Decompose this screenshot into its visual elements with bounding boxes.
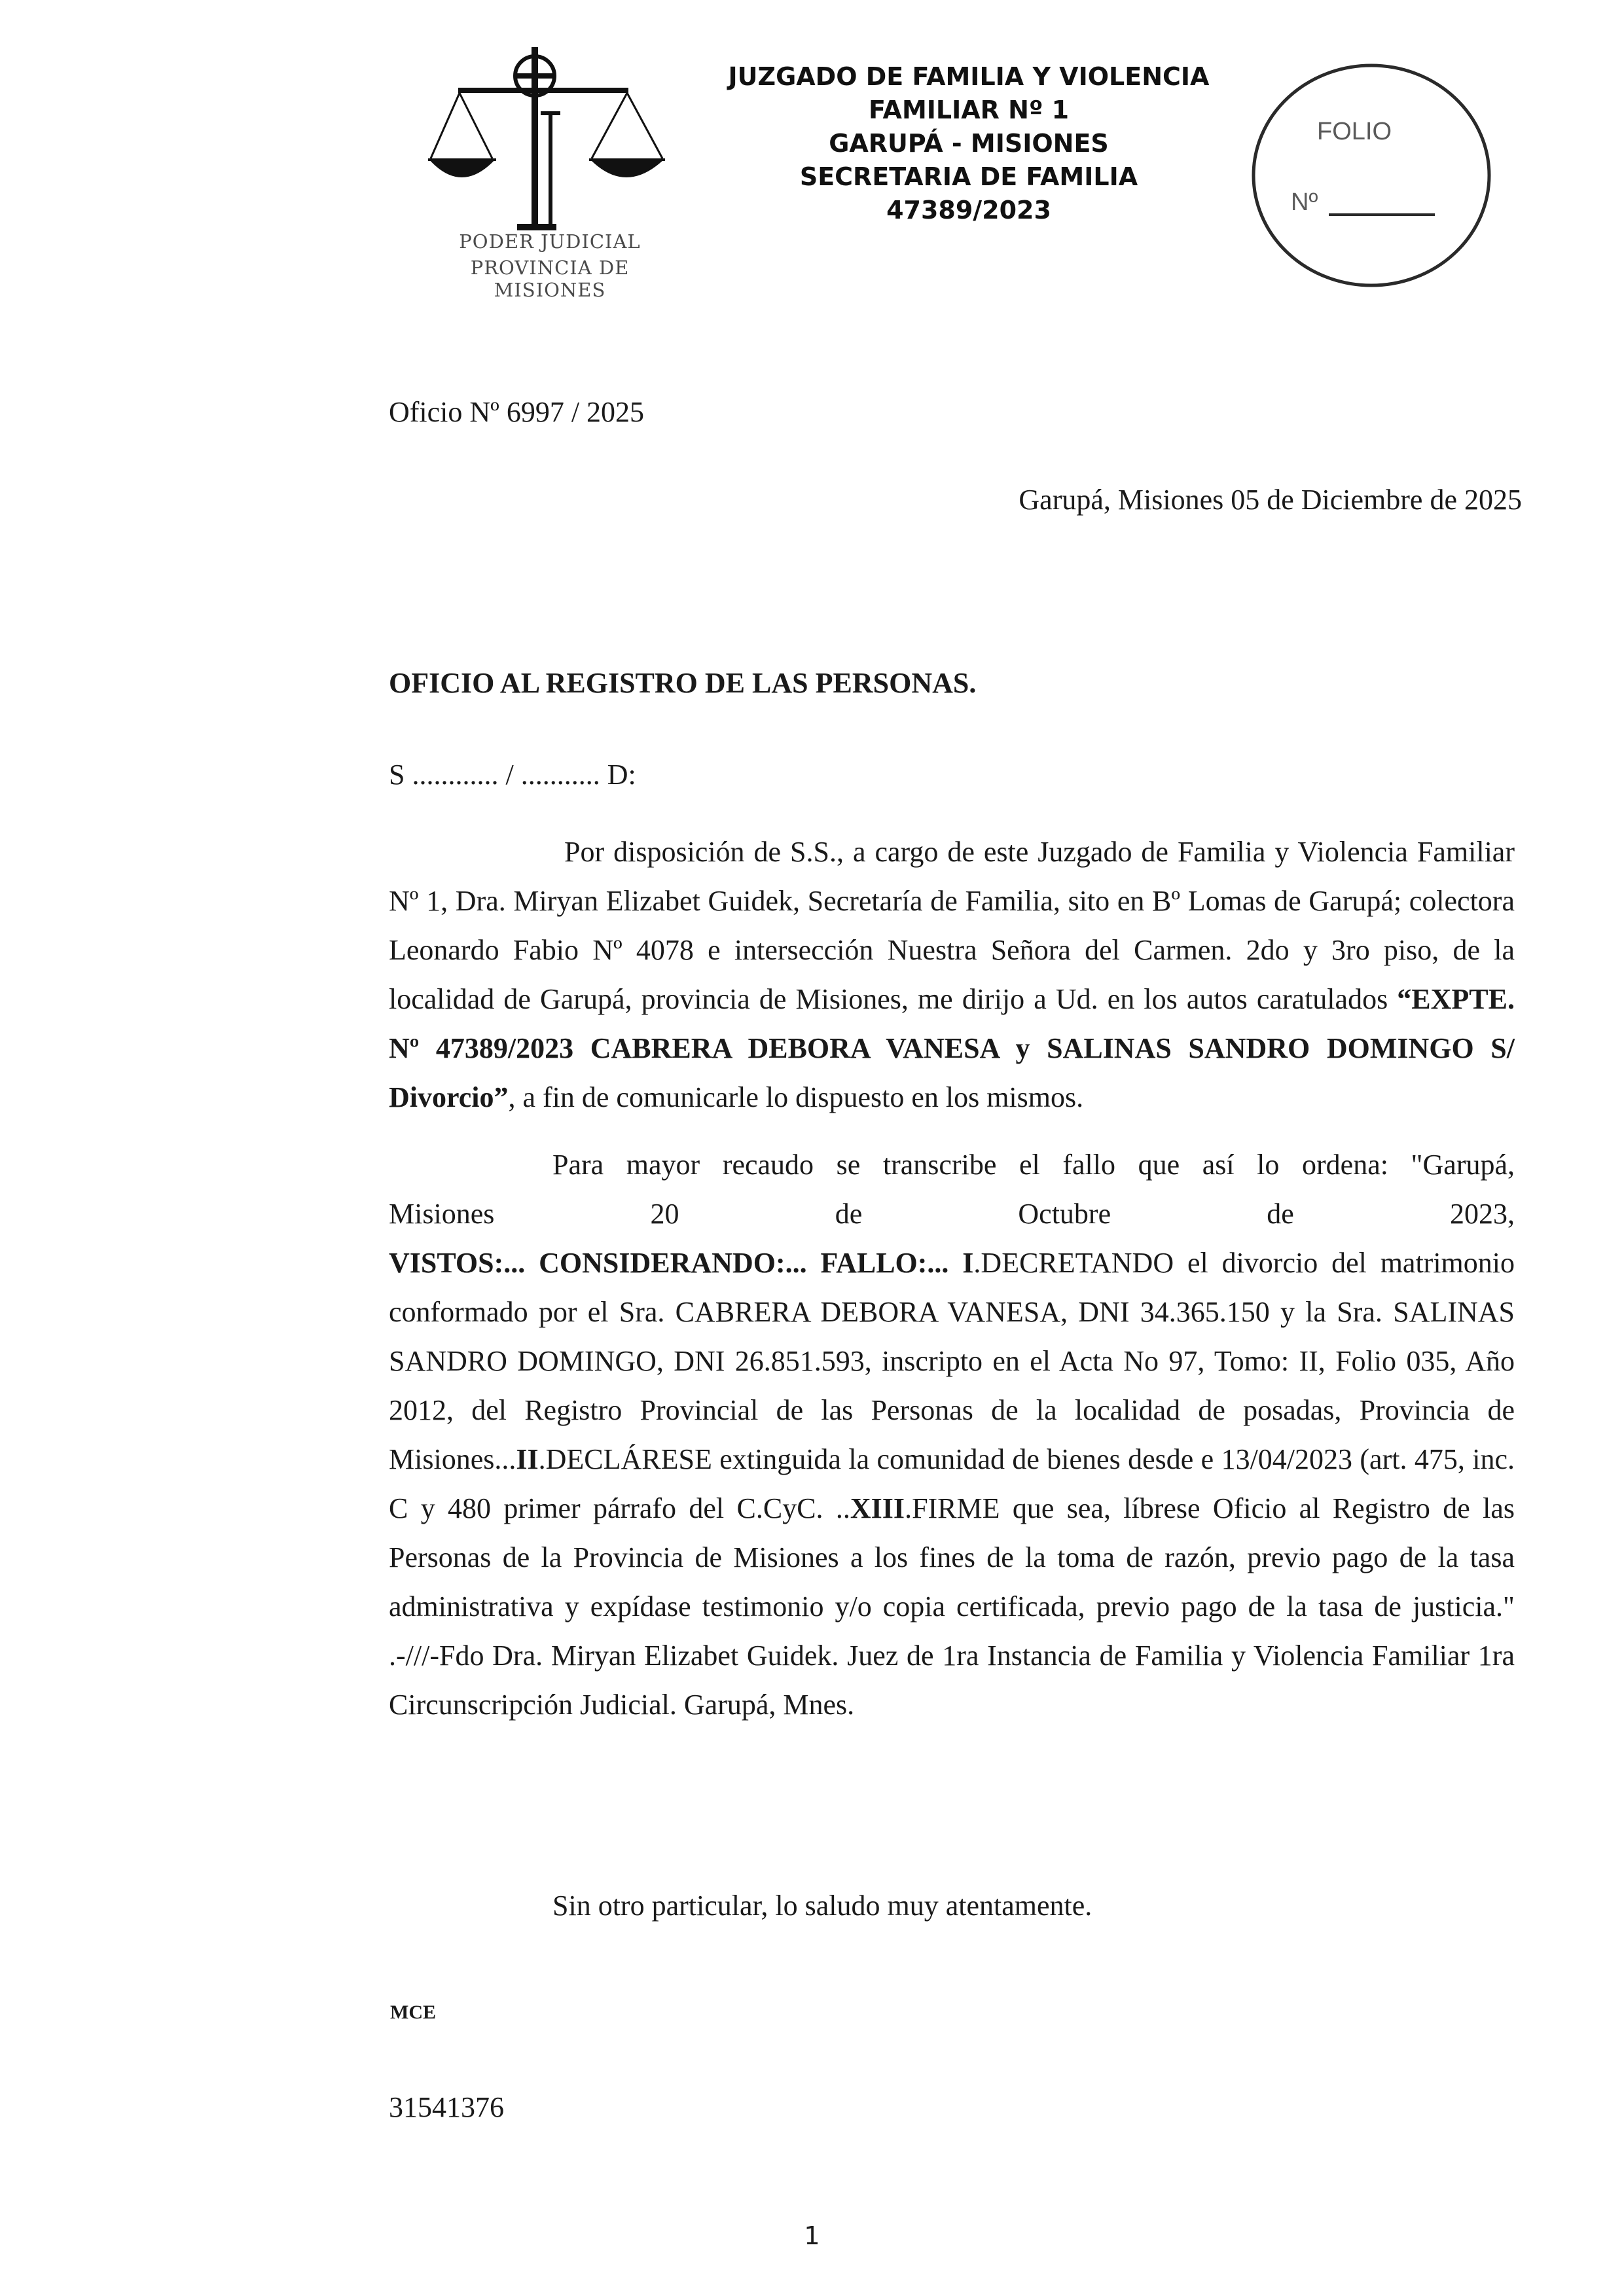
ruling-roman-ii: II [516,1443,539,1475]
ruling-part1: .DECRETANDO el divorcio del matrimonio conformado por el Sra. CABRERA DEBORA VANESA, DNI 34.365.150 y la Sra. SALINAS SANDRO DOMINGO, DNI 26.851.593, inscripto en el Acta No 97, Tomo: II, Folio 035, Año 2012, del Registro Provincial de las Personas de la localidad de posadas, Provincia de Misiones... [389,1247,1515,1475]
court-line: GARUPÁ - MISIONES [829,129,1109,158]
court-line: JUZGADO DE FAMILIA Y VIOLENCIA [728,62,1210,91]
salutation: S ............ / ........... D: [389,759,636,791]
ruling-headings: VISTOS:... CONSIDERANDO:... FALLO:... I [389,1247,974,1279]
court-line: 47389/2023 [886,196,1051,224]
paragraph-intro [389,827,1515,1122]
page-number: 1 [804,2221,820,2250]
emblem-text-line2: PROVINCIA DE MISIONES [470,257,630,301]
folio-number-label: Nº [1291,188,1318,216]
folio-label: FOLIO [1317,118,1392,145]
document-title: OFICIO AL REGISTRO DE LAS PERSONAS. [389,667,977,699]
paragraph2-intro: Para mayor recaudo se transcribe el fallo que así lo ordena: "Garupá, [552,1149,1515,1181]
oficio-number: Oficio Nº 6997 / 2025 [389,396,645,428]
paragraph1-end: , a fin de comunicarle lo dispuesto en los mismos. [508,1081,1084,1113]
judicial-emblem [419,41,681,301]
paragraph2-date: Misiones 20 de Octubre de 2023, [389,1198,1515,1230]
court-line: FAMILIAR Nº 1 [868,96,1070,124]
paragraph-ruling [389,1140,1515,1729]
initials: MCE [390,2001,436,2023]
paragraph1-intro: Por disposición de S.S., a cargo de este Juzgado de Familia y Violencia Familiar Nº 1, Dra. Miryan Elizabet Guidek, Secretaría de Familia, sito en Bº Lomas de Garupá; colectora Leonardo Fabio Nº 4078 e intersección Nuestra Señora del Carmen. 2do y 3ro piso, de la localidad de Garupá, provincia de Misiones, me dirijo a Ud. en los autos caratulados [389,836,1515,1015]
body-text [389,827,1515,1729]
court-header [707,60,1231,227]
ruling-part3: .FIRME que sea, líbrese Oficio al Registro de las Personas de la Provincia de Misiones a los fines de la toma de razón, previo pago de la tasa administrativa y expídase testimonio y/o copia certificada, previo pago de la tasa de justicia." .-///-Fdo Dra. Miryan Elizabet Guidek. Juez de 1ra Instancia de Familia y Violencia Familiar 1ra Circunscripción Judicial. Garupá, Mnes. [389,1492,1515,1721]
court-line: SECRETARIA DE FAMILIA [799,162,1138,191]
case-caption: “EXPTE. Nº 47389/2023 CABRERA DEBORA VANESA y SALINAS SANDRO DOMINGO S/ Divorcio” [389,983,1515,1113]
stamp-circle-icon [1244,58,1499,293]
emblem-text-line1: PODER JUDICIAL [459,230,641,253]
ruling-part2: .DECLÁRESE extinguida la comunidad de bienes desde e 13/04/2023 (art. 475, inc. C y 480 primer párrafo del C.CyC. .. [389,1443,1515,1524]
place-date: Garupá, Misiones 05 de Diciembre de 2025 [1019,484,1522,516]
ruling-roman-xiii: XIII [850,1492,905,1524]
scales-of-justice-icon [419,41,681,237]
folio-stamp [1244,58,1499,293]
closing-line: Sin otro particular, lo saludo muy atentamente. [552,1890,1092,1922]
document-number: 31541376 [389,2091,504,2123]
